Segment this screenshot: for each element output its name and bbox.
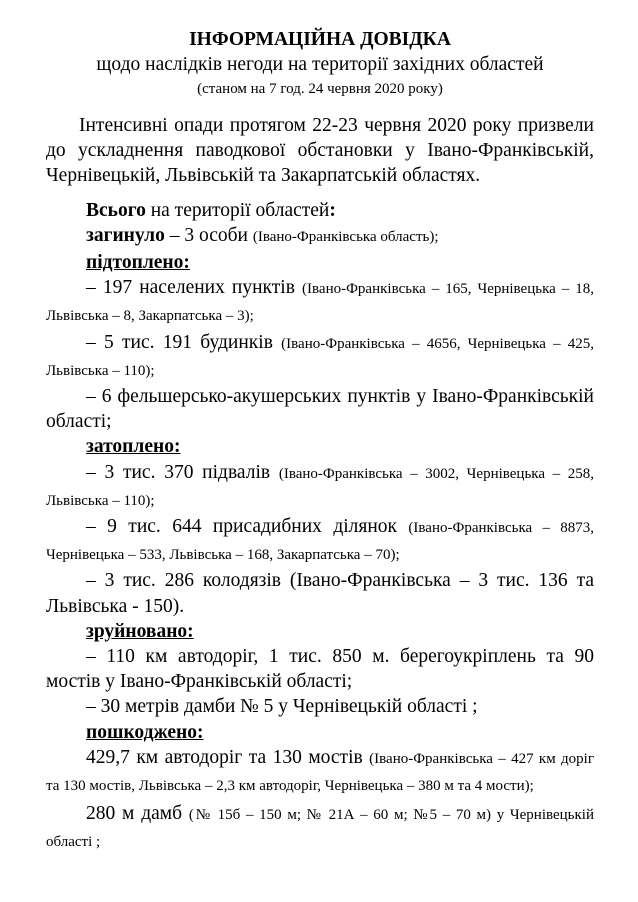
damaged-heading: пошкоджено: <box>86 721 204 743</box>
flooded-item-2-main: – 5 тис. 191 будинків <box>86 331 282 353</box>
total-colon: : <box>329 199 336 221</box>
inundated-item-2-detail: (Івано-Франківська – 8873, Чернівецька – 533, Львівська – 168, Закарпатська – 70); <box>46 520 594 564</box>
damaged-item-2-detail: (№ 15б – 150 м; № 21А – 60 м; №5 – 70 м) у Чернівецькій області ; <box>46 807 594 851</box>
inundated-item-2 <box>46 514 594 568</box>
total-heading <box>46 198 594 223</box>
as-of-date: (станом на 7 год. 24 червня 2020 року) <box>197 81 443 97</box>
inundated-item-1-main: – 3 тис. 370 підвалів <box>86 461 279 483</box>
killed-label: загинуло <box>86 224 165 246</box>
flooded-item-1 <box>46 275 594 329</box>
flooded-item-2 <box>46 330 594 384</box>
destroyed-item-2: – 30 метрів дамби № 5 у Чернівецькій області ; <box>86 696 478 718</box>
killed-text: – 3 особи <box>164 224 253 246</box>
killed-line <box>46 223 594 250</box>
flooded-item-2-detail: (Івано-Франківська – 4656, Чернівецька – 425, Львівська – 110); <box>46 335 594 379</box>
destroyed-heading: зруйновано: <box>86 620 194 642</box>
damaged-item-1 <box>46 745 594 799</box>
inundated-heading: затоплено: <box>86 436 181 458</box>
damaged-item-1-main: 429,7 км автодоріг та 130 мостів <box>86 746 370 768</box>
inundated-item-1 <box>46 460 594 514</box>
intro-paragraph: Інтенсивні опади протягом 22-23 червня 2020 року призвели до ускладнення паводкової обстановки у Івано-Франківській, Чернівецькій, Львівській та Закарпатській областях. <box>46 115 594 187</box>
document-title: ІНФОРМАЦІЙНА ДОВІДКА <box>189 29 451 50</box>
damaged-item-2-main: 280 м дамб <box>86 803 189 825</box>
flooded-item-1-main: – 197 населених пунктів <box>86 277 303 299</box>
flooded-heading: підтоплено: <box>86 252 190 274</box>
inundated-item-3: – 3 тис. 286 колодязів (Івано-Франківська – 3 тис. 136 та Львівська - 150). <box>46 570 594 617</box>
document-subtitle: щодо наслідків негоди на території західних областей <box>96 54 544 75</box>
flooded-item-3: – 6 фельшерсько-акушерських пунктів у Івано-Франківській області; <box>46 386 594 433</box>
total-rest: на території областей <box>145 199 330 221</box>
flooded-item-1-detail: (Івано-Франківська – 165, Чернівецька – 18, Львівська – 8, Закарпатська – 3); <box>46 281 594 325</box>
document-page <box>46 28 594 856</box>
destroyed-item-1: – 110 км автодоріг, 1 тис. 850 м. берегоукріплень та 90 мостів у Івано-Франківській області; <box>46 646 594 693</box>
total-bold: Всього <box>86 199 146 221</box>
damaged-item-1-detail: (Івано-Франківська – 427 км доріг та 130 мостів, Львівська – 2,3 км автодоріг, Чернівецька – 380 м та 4 мости); <box>46 750 594 795</box>
inundated-item-1-detail: (Івано-Франківська – 3002, Чернівецька – 258, Львівська – 110); <box>46 465 594 509</box>
killed-detail: (Івано-Франківська область); <box>252 228 439 245</box>
damaged-item-2 <box>46 801 594 855</box>
inundated-item-2-main: – 9 тис. 644 присадибних ділянок <box>86 516 409 538</box>
